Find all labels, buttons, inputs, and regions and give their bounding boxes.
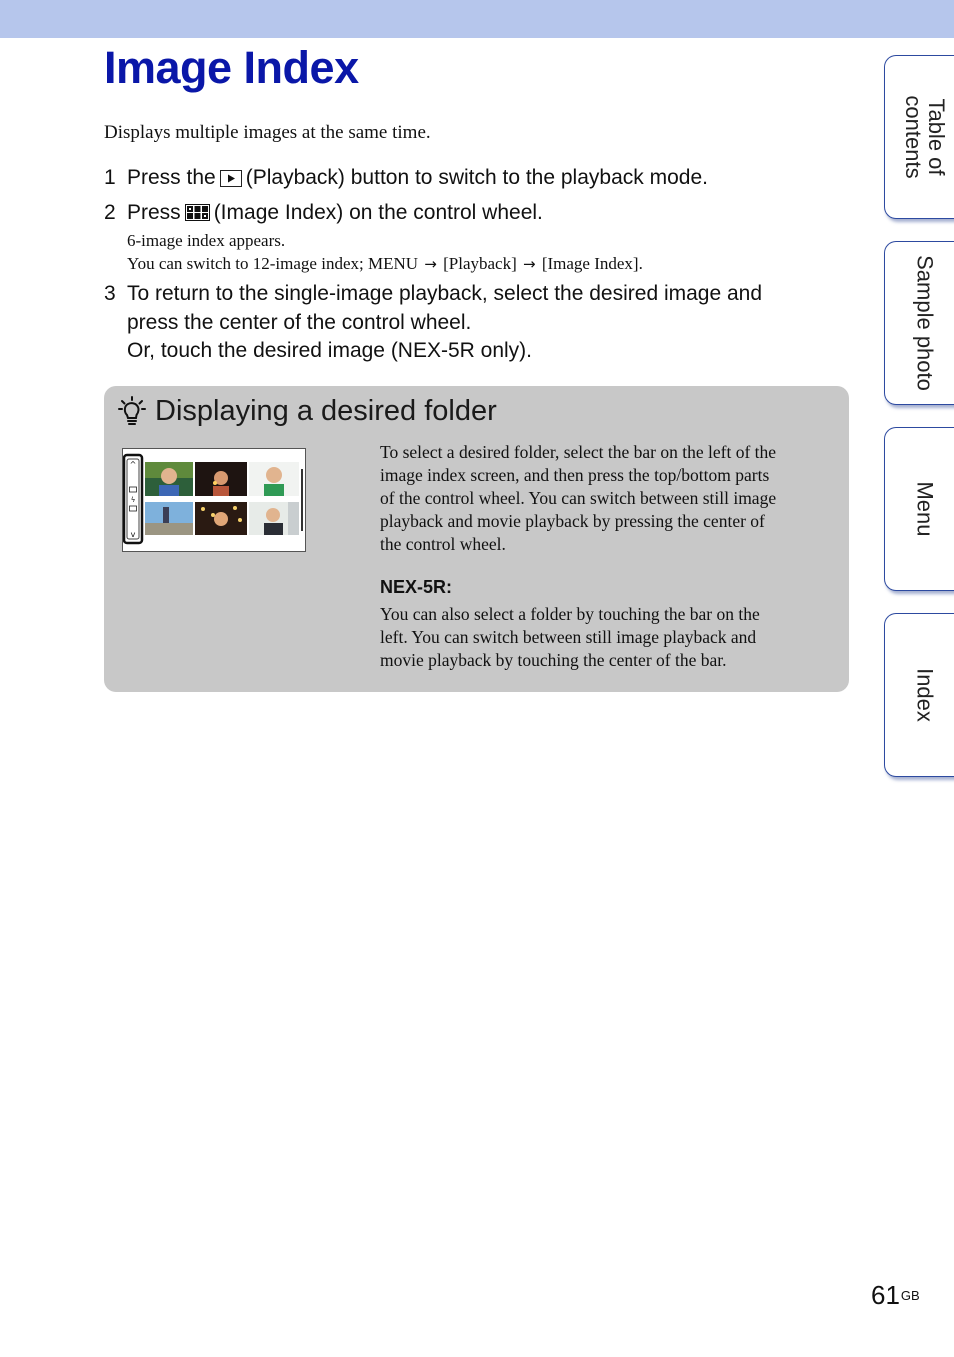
tab-label-line: Table of [923, 98, 949, 176]
hint-line: To select a desired folder, select the bar on the left of the [380, 442, 777, 462]
tab-index[interactable] [884, 613, 954, 777]
note-playback: [Playback] [443, 254, 517, 273]
tab-sample-photo[interactable] [884, 241, 954, 405]
svg-text:^: ^ [129, 460, 137, 469]
hint-subheading: NEX-5R: [380, 577, 453, 597]
hint-line: the control wheel. [380, 534, 506, 554]
step-3-line-2: press the center of the control wheel. [127, 311, 472, 334]
image-index-screen-drawing [123, 449, 305, 551]
intro-text: Displays multiple images at the same time. [104, 122, 431, 143]
page-number-value: 61 [871, 1280, 900, 1310]
page-number [871, 1280, 920, 1310]
hint-line: playback and movie playback by pressing the center of [380, 511, 765, 531]
tab-label: Index [912, 668, 937, 722]
step-1-text-pre: Press the [127, 166, 216, 189]
step-3-line-1: To return to the single-image playback, select the desired image and [127, 282, 763, 305]
svg-text:v: v [130, 530, 136, 539]
step-number: 2 [104, 201, 116, 224]
step-2-text-pre: Press [127, 201, 181, 224]
step-2-text-post: (Image Index) on the control wheel. [213, 201, 543, 224]
page-number-suffix: GB [900, 1288, 920, 1303]
hint-line: of the control wheel. You can switch between still image [380, 488, 777, 508]
image-index-icon [185, 204, 210, 221]
tab-label: Sample photo [912, 255, 937, 391]
note-image-index: [Image Index]. [541, 254, 643, 273]
hint-sub-line: You can also select a folder by touching the bar on the [380, 604, 760, 624]
step-number: 3 [104, 282, 116, 305]
step-1-text-post: (Playback) button to switch to the playback mode. [245, 166, 708, 189]
top-header-bar [0, 0, 954, 38]
step-2-note-1: 6-image index appears. [127, 231, 286, 250]
arrow-icon: → [523, 255, 536, 273]
step-number: 1 [104, 166, 116, 189]
tab-menu[interactable] [884, 427, 954, 591]
tab-label-line: contents [900, 95, 926, 179]
svg-text:ϟ: ϟ [130, 496, 136, 504]
note-menu-path: You can switch to 12-image index; MENU [127, 254, 419, 273]
step-3-line-3: Or, touch the desired image (NEX-5R only). [127, 339, 533, 362]
image-index-screen-illustration [122, 448, 306, 552]
step-2-note-2 [127, 252, 643, 276]
arrow-icon: → [424, 255, 437, 273]
hint-sub-line: left. You can switch between still image playback and [380, 627, 757, 647]
hint-sub-paragraph [380, 603, 830, 672]
page-title: Image Index [104, 42, 359, 93]
hint-title: Displaying a desired folder [155, 395, 497, 427]
hint-paragraph [380, 441, 830, 556]
hint-line: image index screen, and then press the top/bottom parts [380, 465, 770, 485]
tab-table-of-contents[interactable] [884, 55, 954, 219]
playback-icon [220, 170, 242, 187]
lightbulb-hint-icon [118, 396, 146, 428]
tab-label: Menu [912, 481, 937, 537]
hint-sub-line: movie playback by touching the center of the bar. [380, 650, 727, 670]
